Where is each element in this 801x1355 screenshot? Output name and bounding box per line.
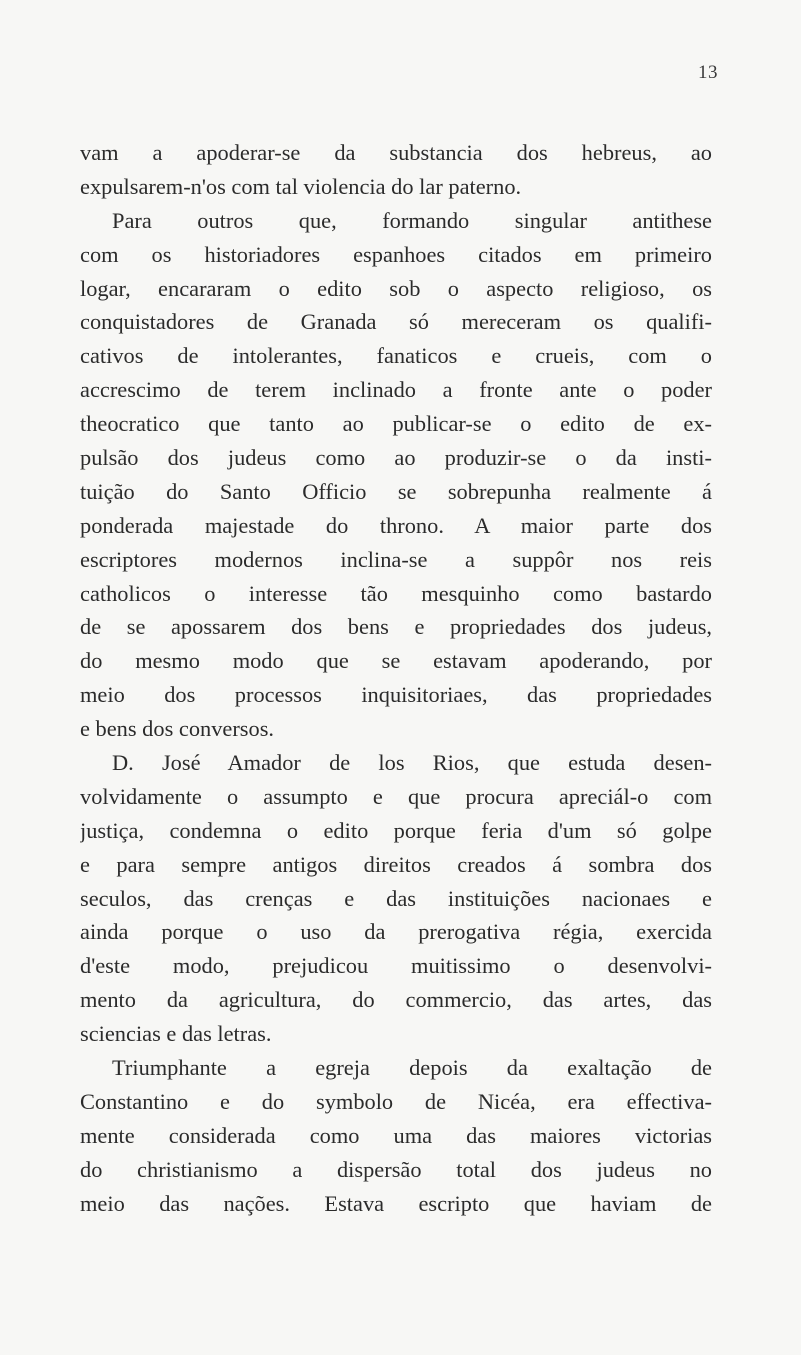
text-line: meio das nações. Estava escripto que haviam de bbox=[80, 1190, 712, 1216]
text-line: catholicos o interesse tão mesquinho como bastardo bbox=[80, 580, 712, 606]
text-line: Triumphante a egreja depois da exaltação de bbox=[112, 1055, 712, 1081]
text-line: volvidamente o assumpto e que procura apreciál-o com bbox=[80, 783, 712, 809]
paragraph bbox=[80, 1051, 712, 1220]
page-number: 13 bbox=[698, 62, 718, 83]
text-line: e bens dos conversos. bbox=[80, 716, 275, 742]
text-line: escriptores modernos inclina-se a suppôr nos reis bbox=[80, 546, 712, 572]
text-line: Constantino e do symbolo de Nicéa, era effectiva- bbox=[80, 1088, 712, 1114]
text-line: de se apossarem dos bens e propriedades dos judeus, bbox=[80, 614, 712, 640]
paragraph bbox=[80, 136, 712, 204]
text-line: do christianismo a dispersão total dos judeus no bbox=[80, 1156, 712, 1182]
text-line: mento da agricultura, do commercio, das artes, das bbox=[80, 987, 712, 1013]
text-line: justiça, condemna o edito porque feria d'um só golpe bbox=[80, 817, 712, 843]
text-line: mente considerada como uma das maiores victorias bbox=[80, 1122, 712, 1148]
text-line: logar, encararam o edito sob o aspecto religioso, os bbox=[80, 275, 712, 301]
paragraph bbox=[80, 746, 712, 1051]
text-line: ainda porque o uso da prerogativa régia, exercida bbox=[80, 919, 712, 945]
text-line: sciencias e das letras. bbox=[80, 1021, 272, 1047]
body-text bbox=[80, 136, 712, 1221]
text-line: Para outros que, formando singular antithese bbox=[112, 207, 712, 233]
text-line: tuição do Santo Officio se sobrepunha realmente á bbox=[80, 478, 712, 504]
text-line: expulsarem-n'os com tal violencia do lar paterno. bbox=[80, 173, 522, 199]
text-line: accrescimo de terem inclinado a fronte ante o poder bbox=[80, 377, 712, 403]
text-line: e para sempre antigos direitos creados á sombra dos bbox=[80, 851, 712, 877]
text-line: pulsão dos judeus como ao produzir-se o da insti- bbox=[80, 445, 712, 471]
text-line: vam a apoderar-se da substancia dos hebreus, ao bbox=[80, 140, 712, 165]
text-line: D. José Amador de los Rios, que estuda desen- bbox=[112, 750, 712, 776]
text-line: cativos de intolerantes, fanaticos e crueis, com o bbox=[80, 343, 712, 369]
text-line: meio dos processos inquisitoriaes, das propriedades bbox=[80, 682, 712, 708]
paragraph bbox=[80, 204, 712, 746]
text-line: seculos, das crenças e das instituições nacionaes e bbox=[80, 885, 712, 911]
text-line: ponderada majestade do throno. A maior parte dos bbox=[80, 512, 712, 538]
text-line: do mesmo modo que se estavam apoderando, por bbox=[80, 648, 712, 674]
text-line: theocratico que tanto ao publicar-se o edito de ex- bbox=[80, 411, 712, 437]
text-line: d'este modo, prejudicou muitissimo o desenvolvi- bbox=[80, 953, 712, 979]
text-line: conquistadores de Granada só mereceram os qualifi- bbox=[80, 309, 712, 335]
text-line: com os historiadores espanhoes citados em primeiro bbox=[80, 241, 712, 267]
